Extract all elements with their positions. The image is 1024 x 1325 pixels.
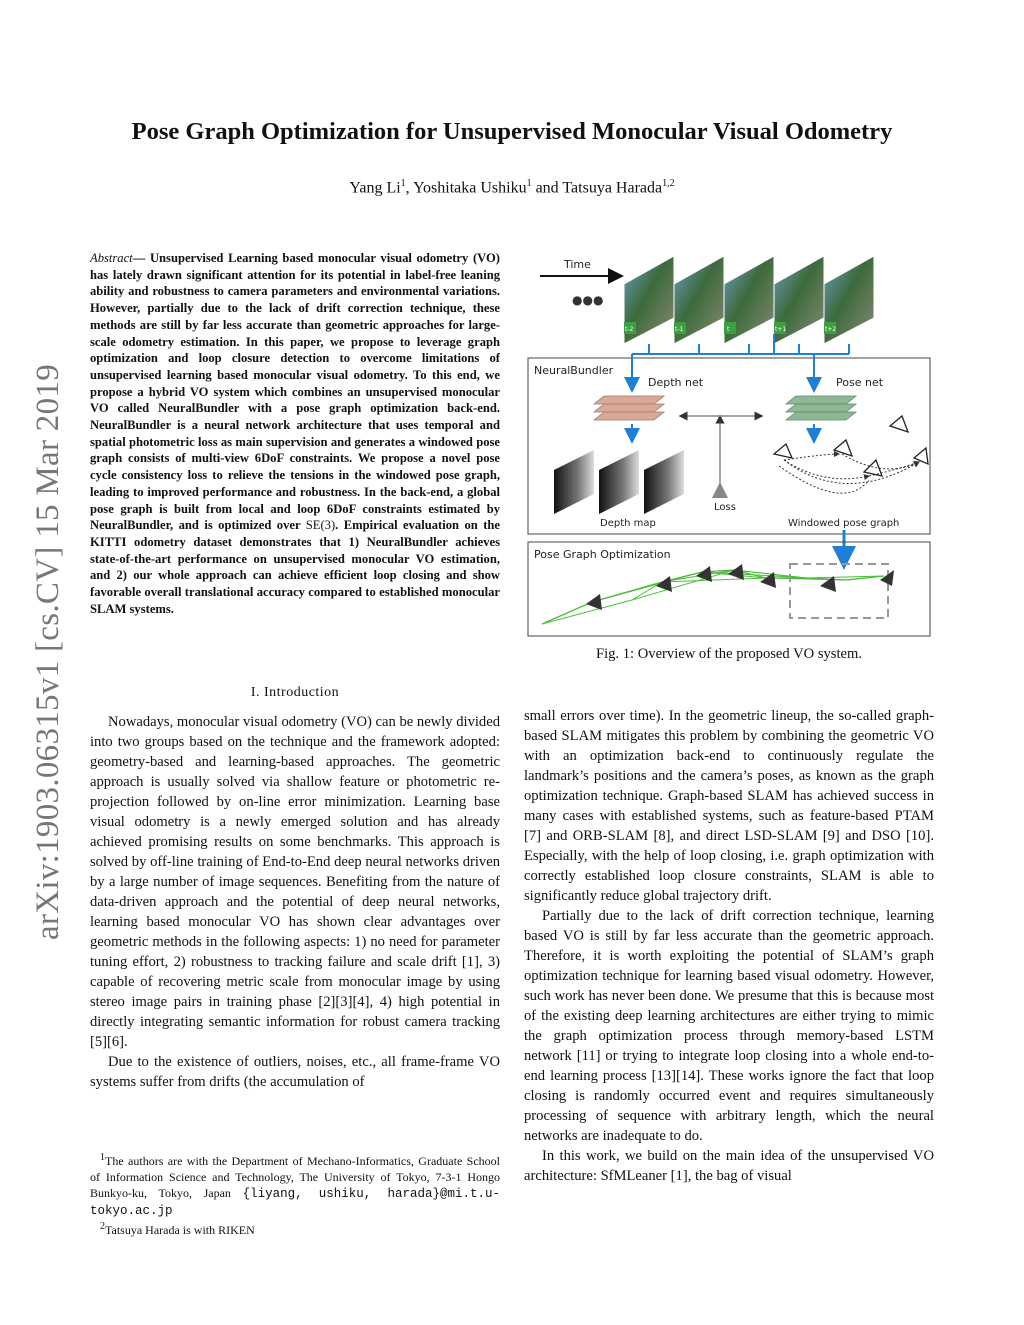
abstract-text-cont: . Empirical evaluation on the KITTI odometry dataset demonstrates that 1) NeuralBundler achieves state-of-the-art performance on unsupervised monocular VO estimation, and 2) our whole approach can achieve efficient loop closing and show favorable overall translational accuracy compared to established monocular SLAM systems. (90, 518, 500, 616)
figure-1 (524, 244, 934, 640)
paragraph: Due to the existence of outliers, noises, etc., all frame-frame VO systems suffer from drifts (the accumulation of (90, 1054, 500, 1090)
author-name: Yang Li (349, 179, 401, 197)
windowed-label: Windowed pose graph (788, 518, 900, 529)
author-affiliation: 1,2 (662, 178, 675, 189)
footnote-text: The authors are with the Department of Mechano-Informatics, Graduate School of Information Science and Technology, The University of Tokyo, 7-3-1 Hongo Bunkyo-ku, Tokyo, Japan (90, 1154, 500, 1200)
author-list (40, 178, 984, 197)
abstract-text: Unsupervised Learning based monocular visual odometry (VO) has lately drawn significant attention for its potential in label-free leaning ability and robustness to camera parameters and environmental variations. However, partially due to the lack of drift correction technique, these methods are still by far less accurate than geometric approaches for large-scale odometry estimation. In this paper, we propose to leverage graph optimization and loop closure detection to overcome limitations of unsupervised learning based monocular visual odometry. To this end, we propose a hybrid VO system which combines an unsupervised monocular VO called NeuralBundler with a pose graph optimization back-end. NeuralBundler is a neural network architecture that uses temporal and spatial photometric loss as main supervision and generates a windowed pose graph consists of multi-view 6DoF constraints. We propose a novel pose cycle consistency loss to relieve the tensions in the windowed pose graph, leading to improved performance and robustness. In the back-end, a global pose graph is built from local and loop 6DoF constraints estimated by NeuralBundler, and is optimized over (90, 251, 500, 533)
neuralbundler-label: NeuralBundler (534, 364, 614, 377)
arxiv-watermark (30, 350, 76, 950)
frame-label: t-1 (675, 326, 684, 333)
footnote-2 (90, 1219, 500, 1238)
frame-label: t+1 (775, 326, 787, 333)
input-connectors (632, 334, 849, 354)
figure-caption: Fig. 1: Overview of the proposed VO system. (595, 646, 863, 662)
footnote-1 (90, 1150, 500, 1219)
depth-map-label: Depth map (600, 518, 656, 529)
footnotes (90, 1150, 500, 1238)
abstract-math: SE(3) (305, 518, 336, 533)
abstract (90, 250, 500, 617)
windowed-pose-graph (774, 416, 928, 493)
figure-diagram (524, 244, 934, 640)
loss-scale (680, 416, 762, 498)
left-column-body (90, 712, 500, 1092)
frame-label: t+2 (825, 326, 837, 333)
loss-label: Loss (714, 502, 736, 513)
author-name: Tatsuya Harada (562, 179, 663, 197)
pgo-label: Pose Graph Optimization (534, 548, 671, 561)
author-affiliation: 1 (526, 178, 532, 189)
pose-net-label: Pose net (836, 376, 884, 389)
time-label: Time (564, 258, 591, 271)
footnote-text: Tatsuya Harada is with RIKEN (105, 1223, 255, 1237)
footnote-email: {liyang, ushiku, harada}@mi.t.u-tokyo.ac.jp (90, 1187, 500, 1218)
arxiv-id: arXiv:1903.06315v1 [cs.CV] 15 Mar 2019 (30, 364, 66, 940)
paragraph: Nowadays, monocular visual odometry (VO) can be newly divided into two groups based on the technique and the framework adopted: geometry-based and learning-based approaches. The geometric approach is usually solved via shallow feature or photometric re-projection followed by on-line error minimization. Learning base visual odometry is a newly emerged solution and has already achieved promising results on some benchmarks. This approach is solved by off-line training of End-to-End deep neural networks driven by a large number of image sequences. Benefiting from the nature of data-driven approach and the potential of deep neural networks, learning based monocular VO has shown clear advantages over geometric methods in the following aspects: 1) no need for parameter tuning effort, 2) robustness to tracking failure and scale drift [1], 3) capable of recovering metric scale from monocular image by using stereo image pairs in training phase [2][3][4], 4) high potential in directly integrating semantic information for robust camera tracking [5][6]. (90, 714, 500, 1050)
footnote-marker: 1 (100, 1152, 105, 1163)
pose-graph (542, 564, 894, 624)
depth-net-layers (594, 396, 664, 420)
frame-tag (724, 322, 736, 334)
paragraph: Partially due to the lack of drift correction technique, learning based VO is still by far less accurate than the geometric approach. Therefore, it is worth exploiting the potential of SLAM’s graph optimization technique for learning based visual odometry. However, such work has never been done. We presume that this is because most of the existing deep learning architectures are either trying to mimic the graph optimization process through memory-based LSTM network [11] or trying to integrate loop closing into a whole end-to-end learning process [13][14]. These works ignore the fact that loop closing is randomly occurred event and requires simultaneously processing of sequence with arbitrary length, which the neural networks are inadequate to do. (524, 908, 934, 1144)
ellipsis-dots: ●●● (572, 293, 604, 307)
abstract-label: Abstract (90, 251, 133, 265)
image-sequence (624, 256, 874, 344)
depth-maps (554, 450, 684, 514)
abstract-dash: — (132, 251, 150, 265)
author-separator: , (405, 179, 414, 197)
paper-title: Pose Graph Optimization for Unsupervised Monocular Visual Odometry (131, 118, 893, 145)
frame-label: t (727, 326, 730, 333)
depth-net-label: Depth net (648, 376, 704, 389)
author-separator: and (531, 179, 563, 197)
author-affiliation: 1 (400, 178, 406, 189)
section-heading: I. Introduction (250, 685, 340, 700)
paragraph: In this work, we build on the main idea of the unsupervised VO architecture: SfMLeaner [1], the bag of visual (524, 1148, 934, 1184)
frame-label: t-2 (625, 326, 634, 333)
pose-net-layers (786, 396, 856, 420)
footnote-marker: 2 (100, 1221, 105, 1232)
author-name: Yoshitaka Ushiku (413, 179, 527, 197)
paragraph: small errors over time). In the geometric lineup, the so-called graph-based SLAM mitigates this problem by combining the geometric VO with an optimization back-end to continuously regulate the landmark’s positions and the camera’s poses, as known as the graph optimization technique. Graph-based SLAM has achieved success in many cases with established systems, such as feature-based PTAM [7] and ORB-SLAM [8], and direct LSD-SLAM [9] and DSO [10]. Especially, with the help of loop closing, i.e. graph optimization with correctly established loop closure constraints, SLAM is able to significantly reduce global trajectory drift. (524, 708, 934, 904)
right-column-body (524, 706, 934, 1186)
